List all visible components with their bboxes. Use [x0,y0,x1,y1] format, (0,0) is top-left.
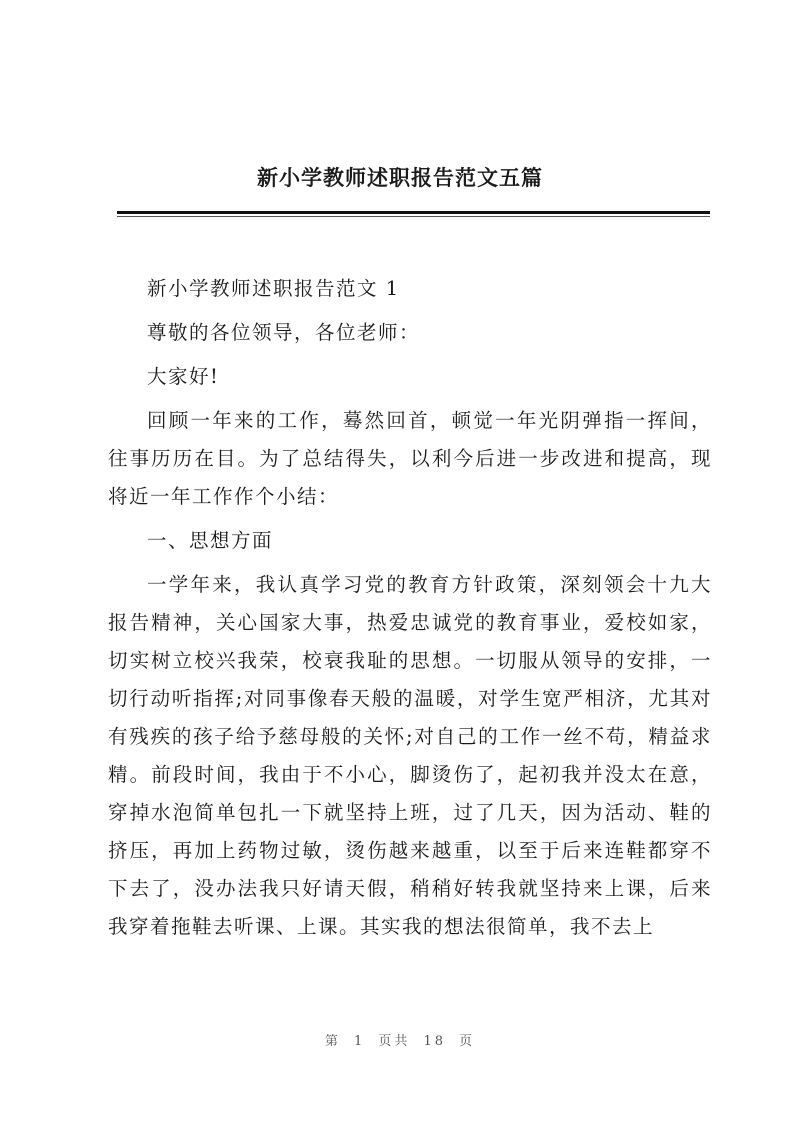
title-divider [117,211,710,214]
paragraph: 回顾一年来的工作，蓦然回首，顿觉一年光阴弹指一挥间，往事历历在目。为了总结得失，以利今后进一步改进和提高，现将近一年工作作个小结： [108,409,712,508]
subsection-heading: 一、思想方面 [147,529,274,552]
paragraph: 一学年来，我认真学习党的教育方针政策，深刻领会十九大报告精神，关心国家大事，热爱忠诚党的教育事业，爱校如家，切实树立校兴我荣，校衰我耻的思想。一切服从领导的安排，一切行动听指挥;对同事像春天般的温暖，对学生宽严相济，尤其对有残疾的孩子给予慈母般的关怀;对自己的工作一丝不苟，精益求精。前段时间，我由于不小心，脚烫伤了，起初我并没太在意，穿掉水泡简单包扎一下就坚持上班，过了几天，因为活动、鞋的挤压，再加上药物过敏，烫伤越来越重，以至于后来连鞋都穿不下去了，没办法我只好请天假，稍稍好转我就坚持来上课，后来我穿着拖鞋去听课、上课。其实我的想法很简单，我不去上 [108,573,712,938]
salutation: 尊敬的各位领导，各位老师： [147,321,421,344]
page-footer: 第 1 页共 18 页 [324,1034,476,1049]
document-body [108,270,712,952]
page-title: 新小学教师述职报告范文五篇 [257,165,543,190]
section-heading: 新小学教师述职报告范文 1 [147,277,400,300]
greeting: 大家好! [147,365,220,388]
title-divider-thin [117,216,710,217]
